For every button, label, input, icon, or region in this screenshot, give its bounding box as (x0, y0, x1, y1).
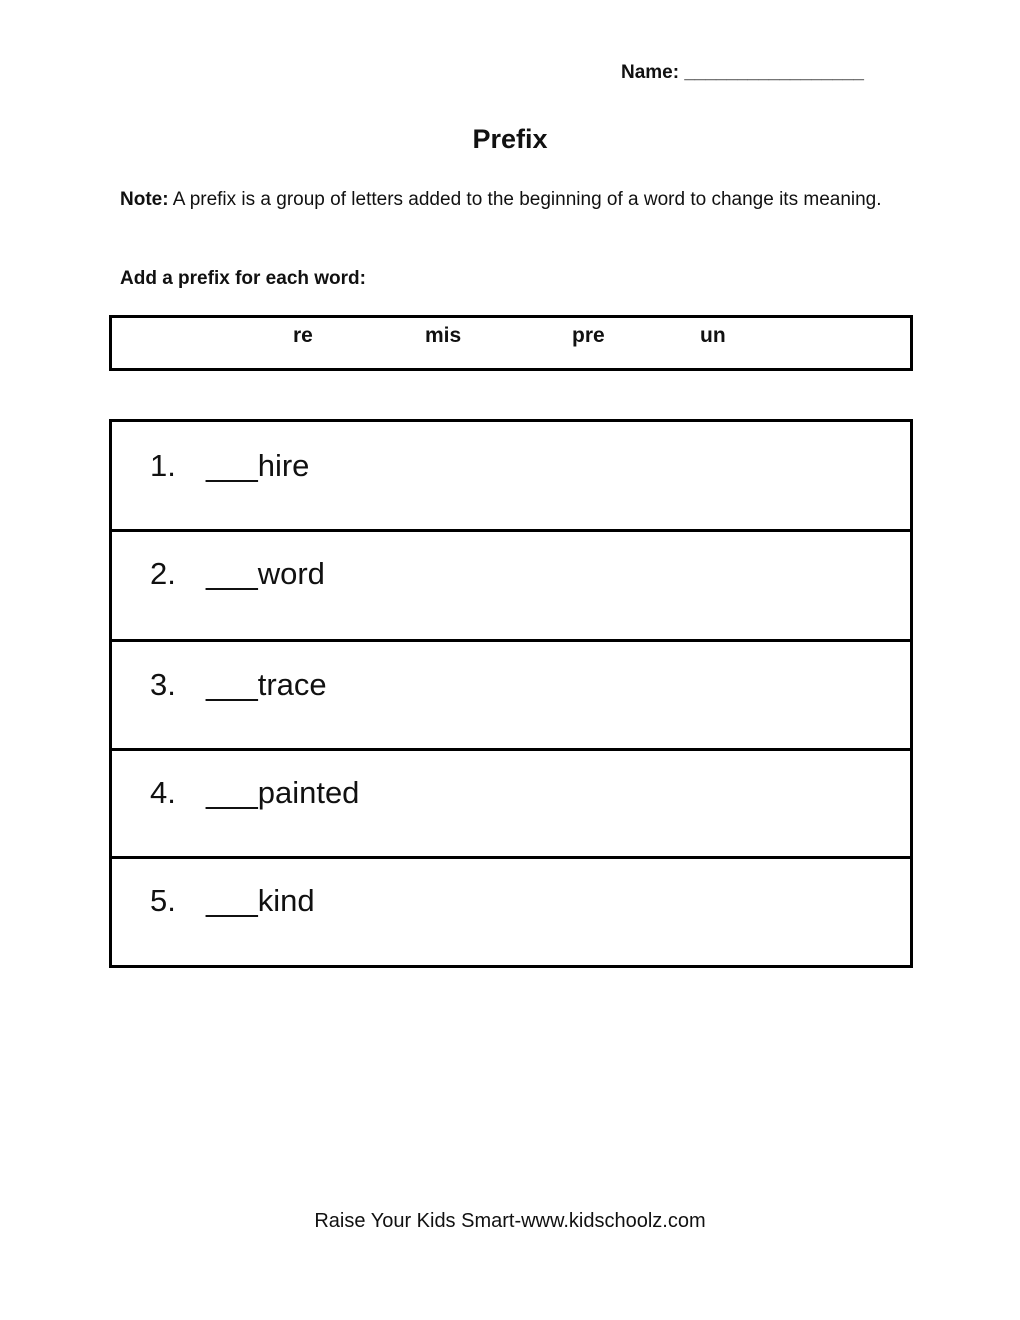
item-number: 1. (150, 448, 176, 483)
page-title: Prefix (472, 124, 548, 154)
item-number: 3. (150, 667, 176, 702)
note-paragraph (120, 183, 910, 216)
table-row (112, 642, 910, 751)
item-number: 5. (150, 883, 176, 918)
item-word: ___painted (206, 775, 360, 810)
note-text: A prefix is a group of letters added to the beginning of a word to change its meaning. (168, 189, 882, 210)
item-word: ___kind (206, 883, 315, 918)
table-row (112, 532, 910, 642)
prefix-option: un (700, 324, 726, 347)
item-word: ___trace (206, 667, 327, 702)
item-word: ___word (206, 556, 325, 591)
table-row (112, 751, 910, 859)
prefix-option: re (293, 324, 313, 347)
table-row (112, 859, 910, 965)
item-number: 2. (150, 556, 176, 591)
prefix-option: pre (572, 324, 605, 347)
note-label: Note: (120, 189, 169, 210)
name-field-label: Name: _________________ (621, 62, 864, 83)
table-row (112, 422, 910, 532)
item-word: ___hire (206, 448, 310, 483)
item-number: 4. (150, 775, 176, 810)
prefix-option: mis (425, 324, 462, 347)
instruction-text: Add a prefix for each word: (120, 268, 366, 289)
prefix-word-bank (109, 315, 913, 371)
footer-credit: Raise Your Kids Smart-www.kidschoolz.com (314, 1210, 706, 1232)
answer-table (109, 419, 913, 968)
